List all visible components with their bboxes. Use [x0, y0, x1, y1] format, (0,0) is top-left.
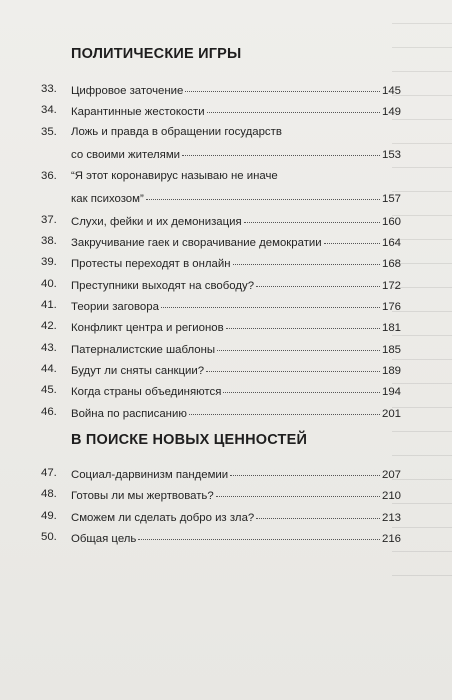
- chapter-number: 35.: [41, 125, 57, 138]
- page-number: 185: [381, 343, 401, 356]
- chapter-number: 40.: [41, 277, 57, 290]
- chapter-title: Социал-дарвинизм пандемии: [71, 469, 229, 481]
- chapter-title: Закручивание гаек и сворачивание демократии: [71, 237, 322, 250]
- chapter-title: Война по расписанию: [71, 407, 187, 420]
- chapter-title: со своими жителями: [71, 148, 181, 161]
- chapter-title: как психозом”: [71, 192, 144, 205]
- page-number: 176: [381, 301, 401, 313]
- chapter-title: Карантинные жестокости: [71, 106, 205, 119]
- chapter-number: 38.: [41, 235, 57, 248]
- dot-leader: [189, 404, 380, 415]
- chapter-title-line: [71, 104, 401, 119]
- page-number: 145: [381, 85, 401, 97]
- chapter-number: 49.: [41, 509, 57, 522]
- chapter-title-line: [71, 363, 401, 378]
- page-number: 164: [381, 237, 401, 250]
- dot-leader: [182, 145, 380, 156]
- chapter-title: Общая цель: [71, 532, 137, 545]
- dot-leader: [138, 529, 380, 540]
- chapter-title-line: [71, 214, 401, 229]
- chapter-title-line: [71, 342, 401, 357]
- chapter-title-line: [71, 406, 401, 421]
- dot-leader: [185, 81, 380, 92]
- dot-leader: [161, 297, 380, 308]
- chapter-title-line: [71, 320, 401, 335]
- chapter-title: Патерналистские шаблоны: [71, 343, 216, 356]
- chapter-title-line: [71, 467, 401, 482]
- dot-leader: [233, 254, 380, 265]
- dot-leader: [256, 276, 380, 287]
- page-number: 213: [381, 511, 401, 524]
- page-number: 153: [381, 148, 401, 161]
- dot-leader: [146, 189, 380, 200]
- chapter-title-line: [71, 256, 401, 271]
- chapter-title-line: [71, 278, 401, 293]
- chapter-title-line: [71, 147, 401, 162]
- dot-leader: [217, 340, 380, 351]
- page-number: 207: [381, 469, 401, 481]
- chapter-title: Слухи, фейки и их демонизация: [71, 215, 242, 228]
- chapter-title-line: [71, 191, 401, 206]
- page-number: 189: [381, 364, 401, 377]
- dot-leader: [226, 318, 380, 329]
- chapter-number: 47.: [41, 467, 57, 479]
- chapter-title: Теории заговора: [71, 301, 159, 313]
- chapter-title: “Я этот коронавирус называю не иначе: [71, 169, 278, 182]
- chapter-title-line: [71, 235, 401, 250]
- chapter-number: 41.: [41, 299, 57, 311]
- dot-leader: [216, 486, 380, 497]
- chapter-title-line: [71, 170, 401, 183]
- chapter-number: 36.: [41, 169, 57, 182]
- page-number: 216: [381, 532, 401, 545]
- section-title: В ПОИСКЕ НОВЫХ ЦЕННОСТЕЙ: [71, 432, 308, 448]
- dot-leader: [244, 212, 380, 223]
- chapter-title-line: [71, 299, 401, 314]
- page-number: 181: [381, 322, 401, 335]
- page-number: 194: [381, 386, 401, 399]
- chapter-number: 43.: [41, 341, 57, 354]
- page-number: 210: [381, 490, 401, 503]
- page-number: 157: [381, 192, 401, 205]
- chapter-title-line: [71, 83, 401, 98]
- chapter-number: 33.: [41, 83, 57, 95]
- chapter-title-line: [71, 510, 401, 525]
- chapter-number: 48.: [41, 488, 57, 501]
- chapter-title: Цифровое заточение: [71, 85, 184, 97]
- chapter-title: Когда страны объединяются: [71, 386, 222, 399]
- chapter-number: 34.: [41, 104, 57, 117]
- chapter-title: Готовы ли мы жертвовать?: [71, 490, 214, 503]
- chapter-number: 37.: [41, 213, 57, 226]
- page-number: 172: [381, 279, 401, 292]
- page-number: 149: [381, 106, 401, 119]
- chapter-title: Протесты переходят в онлайн: [71, 258, 231, 271]
- dot-leader: [230, 465, 380, 476]
- dot-leader: [206, 361, 380, 372]
- chapter-number: 44.: [41, 362, 57, 375]
- chapter-number: 50.: [41, 530, 57, 543]
- dot-leader: [324, 233, 380, 244]
- chapter-number: 45.: [41, 384, 57, 397]
- dot-leader: [207, 102, 380, 113]
- chapter-number: 39.: [41, 256, 57, 269]
- chapter-title-line: [71, 384, 401, 399]
- chapter-title-line: [71, 531, 401, 546]
- chapter-number: 42.: [41, 320, 57, 333]
- section-title: ПОЛИТИЧЕСКИЕ ИГРЫ: [71, 46, 242, 62]
- page-number: 160: [381, 215, 401, 228]
- chapter-title: Конфликт центра и регионов: [71, 322, 224, 335]
- chapter-title-line: [71, 488, 401, 503]
- chapter-title-line: [71, 126, 401, 139]
- chapter-number: 46.: [41, 405, 57, 418]
- chapter-title: Будут ли сняты санкции?: [71, 364, 205, 377]
- page-number: 201: [381, 407, 401, 420]
- chapter-title: Сможем ли сделать добро из зла?: [71, 511, 255, 524]
- chapter-title: Преступники выходят на свободу?: [71, 279, 255, 292]
- chapter-title: Ложь и правда в обращении государств: [71, 125, 282, 138]
- dot-leader: [223, 382, 380, 393]
- page-number: 168: [381, 258, 401, 271]
- show-through-text: [392, 0, 452, 700]
- dot-leader: [256, 508, 380, 519]
